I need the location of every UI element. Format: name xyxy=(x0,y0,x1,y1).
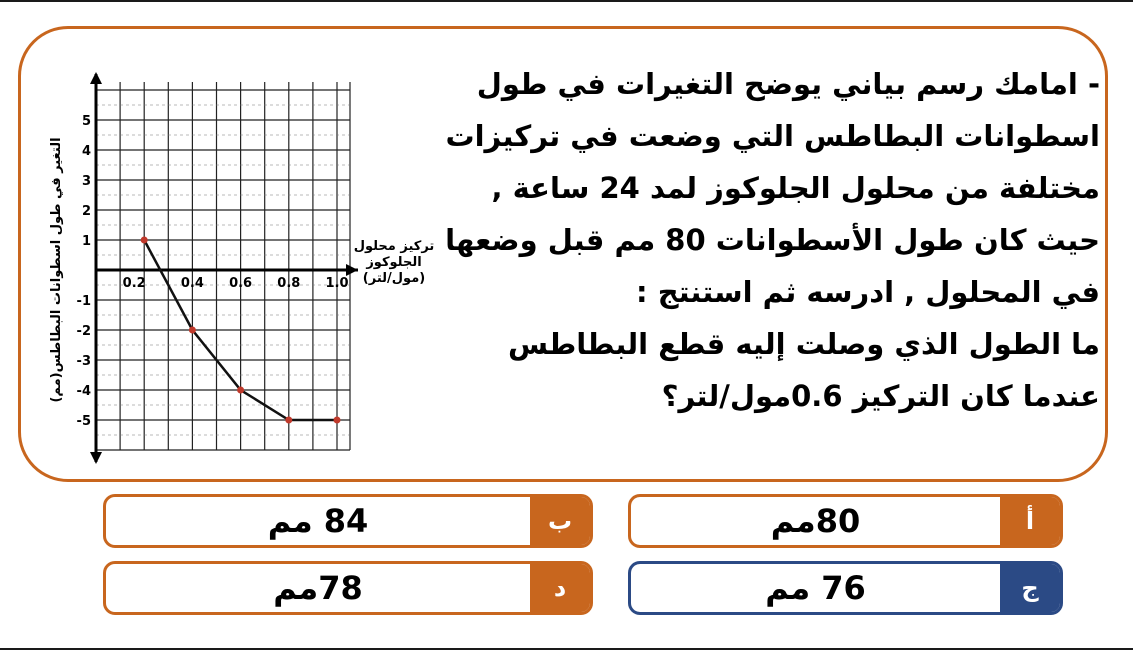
answer-text-b: 84 مم xyxy=(267,502,369,540)
x-tick-label: 0.2 xyxy=(122,276,146,291)
y-tick-label: 1 xyxy=(81,234,91,249)
line-graph xyxy=(40,66,440,476)
y-axis-arrow-down xyxy=(90,452,102,464)
y-tick-label: 5 xyxy=(81,114,91,129)
x-tick-label: 0.6 xyxy=(229,276,253,291)
graph-svg xyxy=(40,66,440,476)
y-tick-label: -2 xyxy=(76,324,91,339)
y-axis-arrow-up xyxy=(90,72,102,84)
question-line-4: حيث كان طول الأسطوانات 80 مم قبل وضعها xyxy=(445,223,1100,257)
answer-option-c[interactable] xyxy=(628,561,1063,615)
x-tick-label: 1.0 xyxy=(325,276,349,291)
data-point xyxy=(285,417,292,424)
data-point xyxy=(237,387,244,394)
question-text xyxy=(440,58,1100,422)
answer-text-a: 80مم xyxy=(770,502,861,540)
question-line-7: عندما كان التركيز 0.6مول/لتر؟ xyxy=(661,379,1100,413)
answer-text-c: 76 مم xyxy=(765,569,866,607)
y-tick-label: -5 xyxy=(76,414,91,429)
data-point xyxy=(334,417,341,424)
y-tick-label: -1 xyxy=(76,294,91,309)
answer-option-a[interactable] xyxy=(628,494,1063,548)
y-tick-label: 3 xyxy=(81,174,91,189)
x-tick-label: 0.4 xyxy=(180,276,204,291)
x-axis-arrow xyxy=(346,264,358,276)
question-line-1: - امامك رسم بياني يوضح التغيرات في طول xyxy=(476,67,1100,101)
answer-option-b[interactable] xyxy=(103,494,593,548)
answer-option-d[interactable] xyxy=(103,561,593,615)
answer-text-d: 78مم xyxy=(273,569,363,607)
x-tick-label: 0.8 xyxy=(277,276,301,291)
bottom-divider xyxy=(0,648,1133,650)
top-divider xyxy=(0,0,1133,2)
answer-letter-a: أ xyxy=(1000,497,1060,545)
x-axis-label-line: (مول/لتر) xyxy=(362,271,426,286)
question-line-2: اسطوانات البطاطس التي وضعت في تركيزات xyxy=(445,119,1100,153)
answer-letter-b: ب xyxy=(530,497,590,545)
data-point xyxy=(141,237,148,244)
y-tick-label: 2 xyxy=(81,204,91,219)
y-tick-label: 4 xyxy=(81,144,91,159)
question-line-5: في المحلول , ادرسه ثم استنتج : xyxy=(636,275,1100,309)
y-axis-label: التغير في طول اسطوانات البطاطس(مم) xyxy=(49,137,64,403)
y-tick-label: -4 xyxy=(76,384,91,399)
question-line-3: مختلفة من محلول الجلوكوز لمد 24 ساعة , xyxy=(491,171,1100,205)
data-point xyxy=(189,327,196,334)
x-axis-label-line: تركيز محلول xyxy=(353,239,435,254)
x-axis-label-line: الجلوكوز xyxy=(366,255,422,270)
y-tick-label: -3 xyxy=(76,354,91,369)
answer-letter-c: ج xyxy=(1000,564,1060,612)
answer-letter-d: د xyxy=(530,564,590,612)
question-line-6: ما الطول الذي وصلت إليه قطع البطاطس xyxy=(507,327,1100,361)
